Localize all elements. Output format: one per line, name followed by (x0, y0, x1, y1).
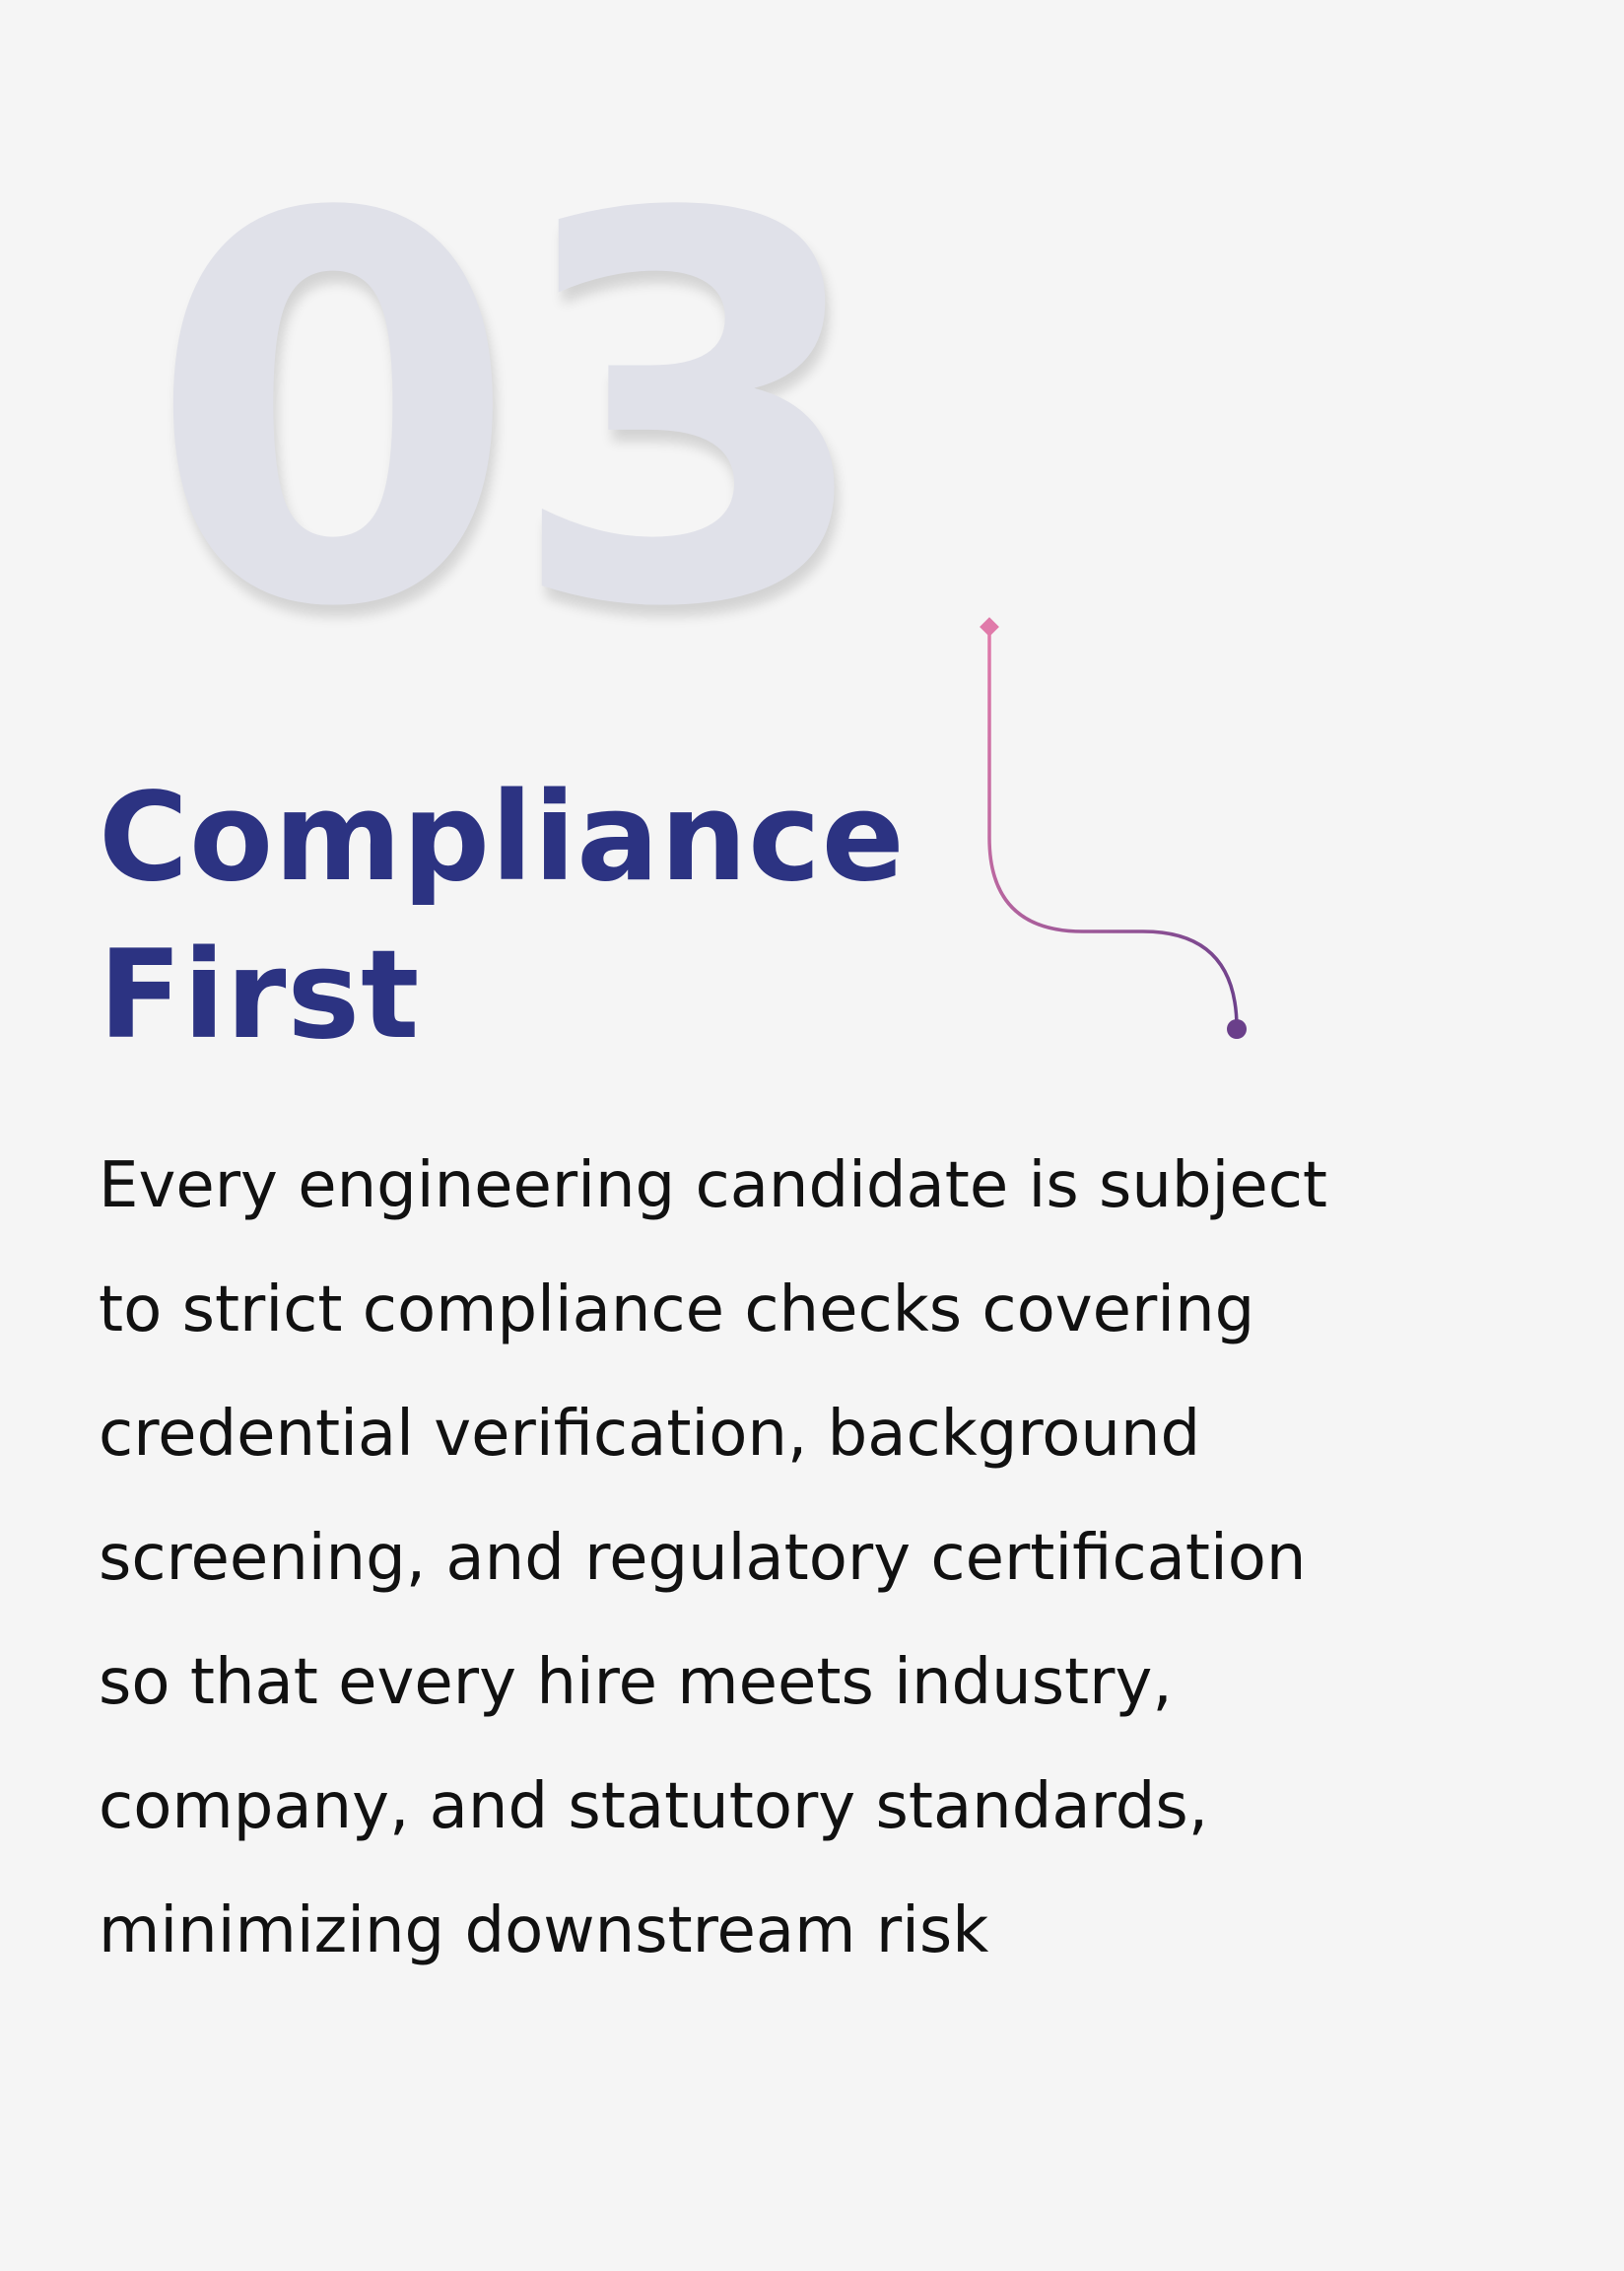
description-line: to strict compliance checks covering (99, 1273, 1255, 1346)
title-line-2: First (99, 925, 421, 1067)
description-line: Every engineering candidate is subject (99, 1149, 1327, 1222)
description-paragraph (99, 1124, 1518, 1993)
section-title (99, 759, 906, 1074)
description-line: screening, and regulatory certification (99, 1522, 1307, 1595)
connector-path (989, 627, 1237, 1028)
title-line-1: Compliance (99, 767, 906, 909)
step-number: 03 (148, 104, 865, 723)
description-line: company, and statutory standards, (99, 1770, 1209, 1843)
connector-start-diamond (980, 617, 999, 637)
description-line: credential verification, background (99, 1398, 1201, 1471)
description-line: minimizing downstream risk (99, 1894, 989, 1967)
connector-end-dot (1227, 1019, 1247, 1039)
description-line: so that every hire meets industry, (99, 1646, 1173, 1719)
